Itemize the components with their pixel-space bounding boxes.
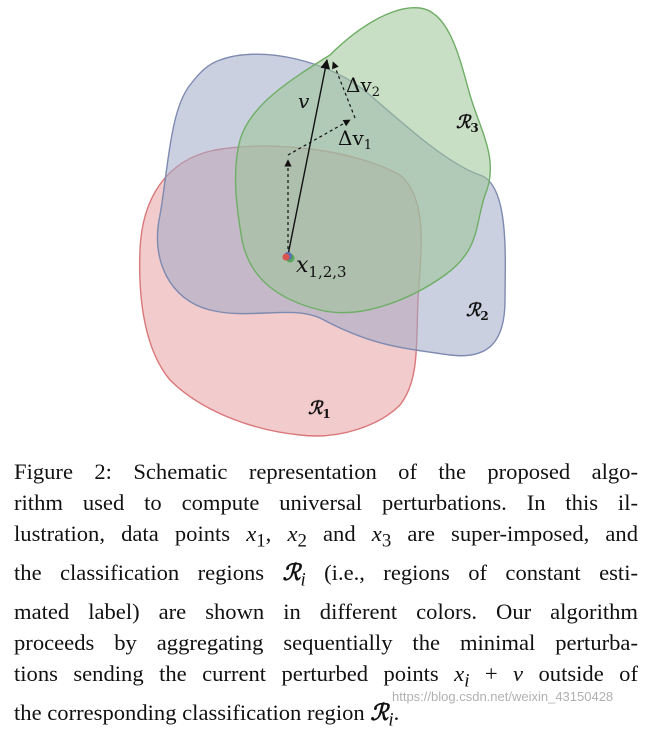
- region-r3: [236, 8, 491, 313]
- caption-line-3: lustration, data points $x_1$, $x_2$ and $x_3$ are super-imposed, and: [14, 521, 639, 552]
- caption-line-6: proceeds by aggregating sequentially the minimal perturba-: [14, 630, 638, 656]
- watermark-url: https://blog.csdn.net/weixin_43150428: [392, 689, 614, 704]
- label-r3: ℛ$_3$: [456, 112, 479, 135]
- caption-line-1: Figure 2: Schematic representation of the proposed algo-: [14, 459, 638, 484]
- data-point-x1: [283, 254, 290, 261]
- caption-line-7: tions sending the current perturbed points $x_i + v$ outside of: [14, 661, 638, 692]
- label-x123: $x_{1,2,3}$: [296, 253, 347, 281]
- caption-line-4: the classification regions ℛ$_i$ (i.e., regions of constant esti-: [14, 560, 638, 591]
- caption-line-8: the corresponding classification region ℛ$_i$.: [14, 699, 400, 731]
- label-r1: ℛ$_1$: [308, 398, 331, 421]
- label-v: v: [298, 89, 310, 113]
- label-delta-v2: $\Delta v_2$: [346, 73, 381, 100]
- caption-line-2: rithm used to compute universal perturbations. In this il-: [14, 490, 638, 516]
- caption-line-5: mated label) are shown in different colors. Our algorithm: [14, 598, 638, 624]
- label-r2: ℛ$_2$: [466, 300, 489, 323]
- label-delta-v1: $\Delta v_1$: [338, 126, 373, 153]
